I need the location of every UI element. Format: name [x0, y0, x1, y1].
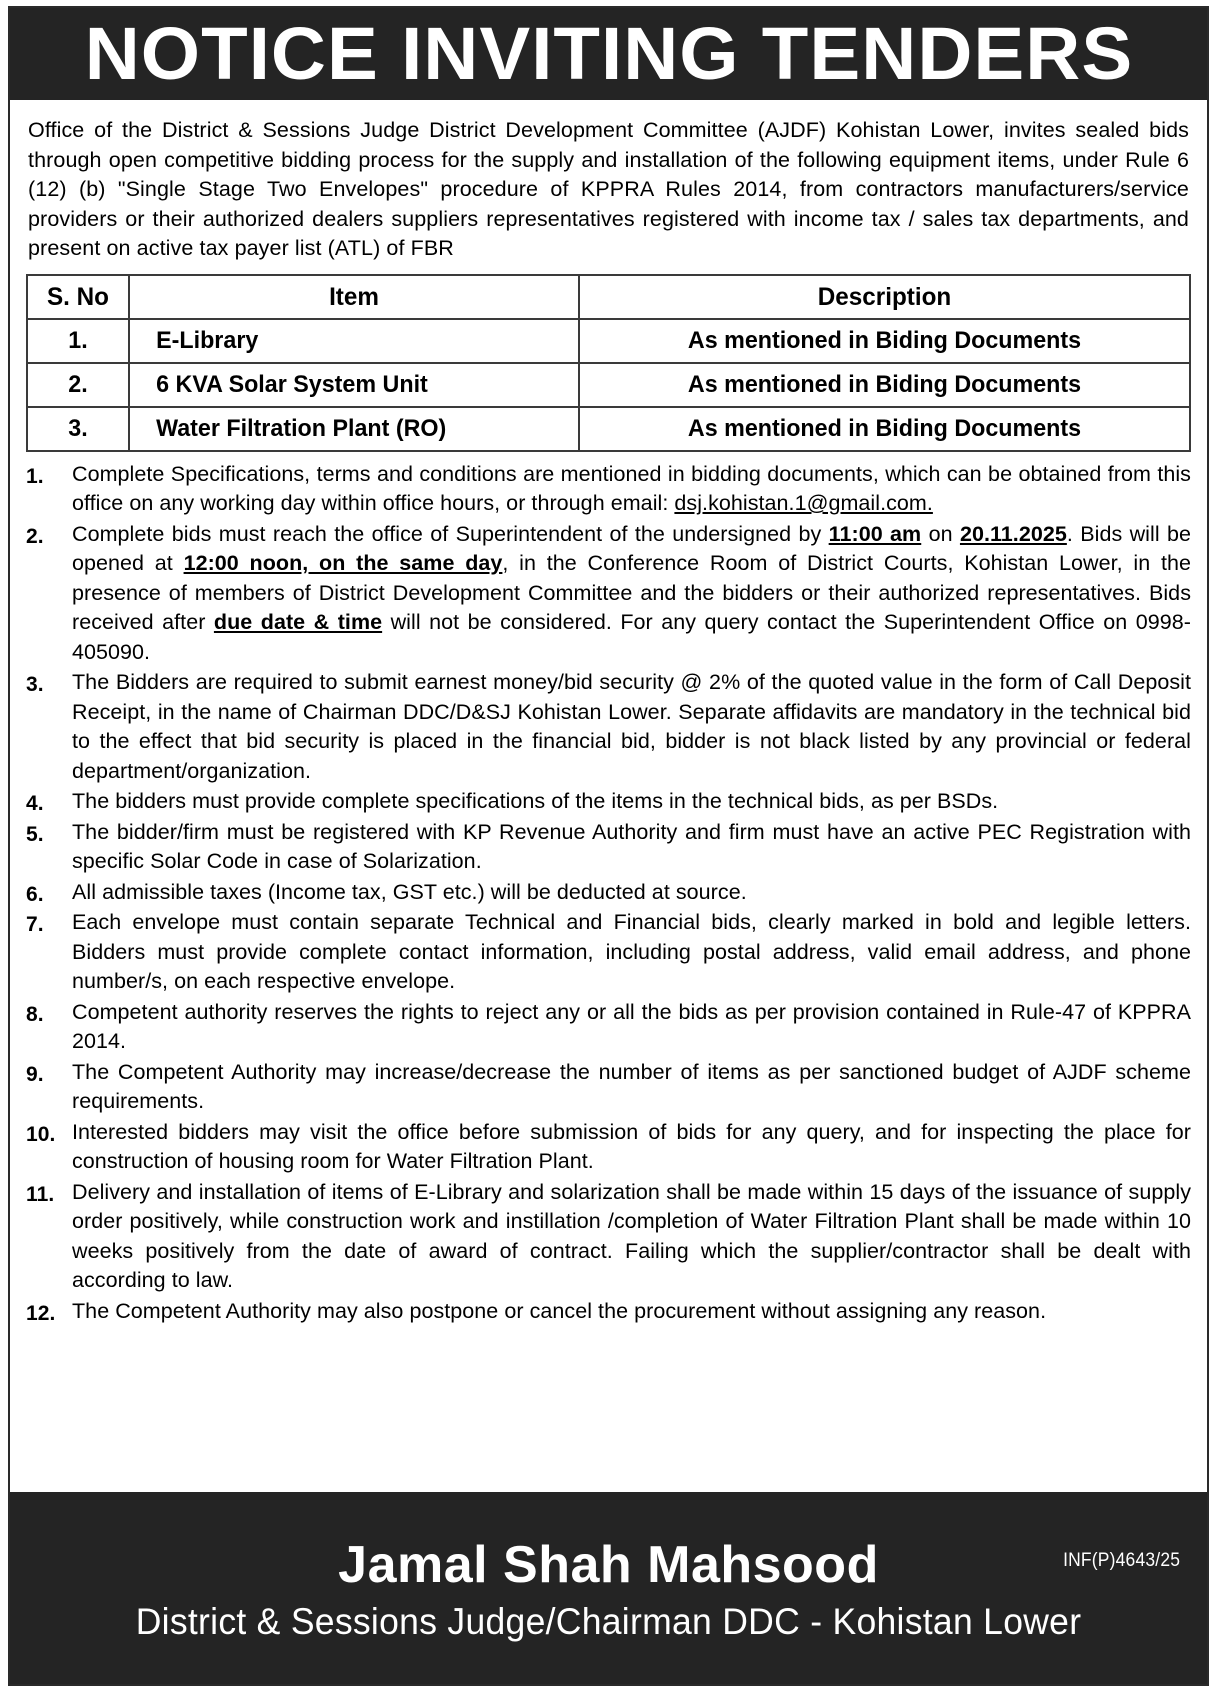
cell-sno: 1. — [29, 319, 128, 363]
items-table — [26, 274, 1191, 452]
column-header-description: Description — [588, 275, 1181, 319]
submission-deadline-time: 11:00 am — [828, 521, 922, 546]
cell-sno: 3. — [29, 407, 128, 451]
term-item-2 — [26, 520, 1191, 668]
term-item-3 — [26, 668, 1191, 786]
term-item-9 — [26, 1058, 1191, 1117]
term-2-part5: will not be considered. For any query contact the Superintendent Office on 0998-405090. — [72, 610, 1191, 664]
signatory-designation: District & Sessions Judge/Chairman DDC - Kohistan Lower — [135, 1601, 1082, 1642]
notice-body — [10, 100, 1207, 1326]
submission-deadline-date: 20.11.2025 — [959, 521, 1067, 546]
column-header-item: Item — [136, 275, 573, 319]
term-item-12 — [26, 1297, 1191, 1327]
cell-item: Water Filtration Plant (RO) — [136, 407, 573, 451]
term-5-text: The bidder/firm must be registered with KP Revenue Authority and firm must have an active PEC Registration with specific Solar Code in case of Solarization. — [72, 819, 1191, 873]
header-banner — [10, 8, 1207, 100]
notice-sheet — [8, 6, 1209, 1686]
term-item-1 — [26, 460, 1191, 519]
due-date-and-time-emphasis: due date & time — [213, 610, 383, 634]
term-item-7 — [26, 908, 1191, 997]
intro-paragraph: Office of the District & Sessions Judge District Development Committee (AJDF) Kohistan Lower, invites sealed bids through open competitive bidding process for the supply and installation of the following equipment items, under Rule 6 (12) (b) "Single Stage Two Envelopes" procedure of KPPRA Rules 2014, from contractors manufacturers/service providers or their authorized dealers suppliers representatives registered with income tax / sales tax departments, and present on active tax payer list (ATL) of FBR — [28, 118, 1189, 260]
term-8-text: Competent authority reserves the rights to reject any or all the bids as per provision contained in Rule-47 of KPPRA 2014. — [72, 999, 1191, 1053]
term-11-text: Delivery and installation of items of E-Library and solarization shall be made within 15 days of the issuance of supply order positively, while construction work and instillation /completion of Water Filtration Plant shall be made within 10 weeks positively from the date of award of contract. Failing which the supplier/contractor shall be dealt with according to law. — [72, 1179, 1191, 1292]
footer-content — [10, 1492, 1207, 1684]
term-3-text: The Bidders are required to submit earnest money/bid security @ 2% of the quoted value in the form of Call Deposit Receipt, in the name of Chairman DDC/D&SJ Kohistan Lower. Separate affidavits are mandatory in the technical bid to the effect that bid security is placed in the financial bid, bidder is not black listed by any provincial or federal department/organization. — [72, 670, 1191, 783]
term-2-part4: , in the Conference Room of District Courts, Kohistan Lower, in the presence of members of District Development Committee and the bidders or their authorized representatives. Bids received after — [72, 551, 1192, 634]
term-item-4 — [26, 787, 1191, 817]
cell-item: 6 KVA Solar System Unit — [136, 363, 573, 407]
term-2-part1: Complete bids must reach the office of Superintendent of the undersigned by — [72, 521, 829, 546]
term-9-text: The Competent Authority may increase/decrease the number of items as per sanctioned budget of AJDF scheme requirements. — [72, 1059, 1191, 1113]
cell-sno: 2. — [29, 363, 128, 407]
bid-opening-time: 12:00 noon, on the same day — [183, 551, 503, 575]
column-header-sno: S. No — [29, 275, 128, 319]
cell-description: As mentioned in Biding Documents — [588, 407, 1181, 451]
terms-list — [26, 460, 1191, 1327]
signatory-name: Jamal Shah Mahsood — [338, 1536, 879, 1594]
term-2-part2: on — [921, 521, 960, 546]
term-item-5 — [26, 818, 1191, 877]
table-row — [27, 363, 1190, 407]
table-header-row — [27, 275, 1190, 319]
term-7-text: Each envelope must contain separate Technical and Financial bids, clearly marked in bold and legible letters. Bidders must provide complete contact information, including postal address, valid email address, and phone number/s, on each respective envelope. — [72, 910, 1191, 993]
cell-description: As mentioned in Biding Documents — [588, 363, 1181, 407]
inf-reference-code: INF(P)4643/25 — [1062, 1550, 1180, 1571]
term-4-text: The bidders must provide complete specifications of the items in the technical bids, as per BSDs. — [72, 789, 999, 813]
contact-email[interactable]: dsj.kohistan.1@gmail.com. — [674, 491, 933, 515]
cell-item: E-Library — [136, 319, 573, 363]
term-item-6 — [26, 878, 1191, 908]
term-2-part3: . Bids will be opened at — [72, 521, 1192, 575]
page-title: NOTICE INVITING TENDERS — [84, 12, 1133, 95]
term-1-text: Complete Specifications, terms and conditions are mentioned in bidding documents, which can be obtained from this office on any working day within office hours, or through email: — [72, 461, 1191, 515]
term-12-text: The Competent Authority may also postpone or cancel the procurement without assigning any reason. — [72, 1298, 1047, 1323]
term-item-10 — [26, 1118, 1191, 1177]
table-row — [27, 407, 1190, 451]
term-10-text: Interested bidders may visit the office before submission of bids for any query, and for inspecting the place for construction of housing room for Water Filtration Plant. — [72, 1119, 1191, 1173]
term-item-11 — [26, 1178, 1191, 1296]
cell-description: As mentioned in Biding Documents — [588, 319, 1181, 363]
table-row — [27, 319, 1190, 363]
term-6-text: All admissible taxes (Income tax, GST etc.) will be deducted at source. — [72, 879, 747, 904]
term-item-8 — [26, 998, 1191, 1057]
footer-banner — [10, 1492, 1207, 1684]
